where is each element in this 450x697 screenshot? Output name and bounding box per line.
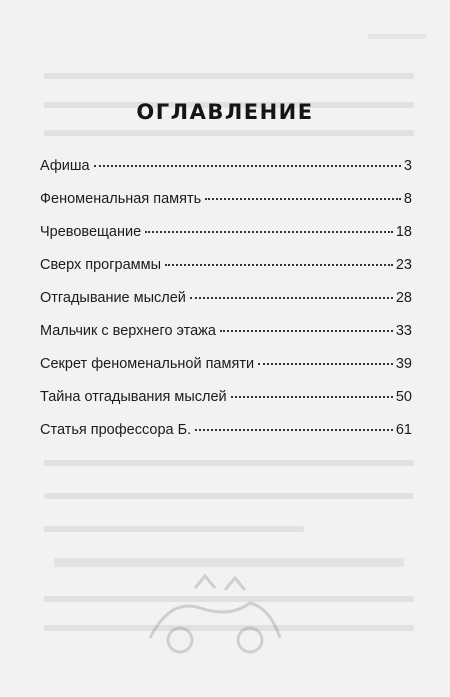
toc-entry-title: Афиша: [40, 158, 90, 174]
bleed-through-band: [54, 558, 404, 567]
toc-entry-page: 3: [403, 158, 412, 174]
toc-dot-leader: [165, 264, 393, 266]
toc-entry-page: 23: [395, 257, 412, 273]
toc-entry-title: Отгадывание мыслей: [40, 290, 186, 306]
bleed-through-line: [44, 130, 414, 136]
toc-entry-page: 61: [395, 422, 412, 438]
toc-entry-title: Чревовещание: [40, 224, 142, 240]
page-title: ОГЛАВЛЕНИЕ: [136, 100, 314, 124]
bleed-through-header: [368, 34, 426, 39]
toc-entry-title: Статья профессора Б.: [40, 422, 192, 438]
toc-entry: [40, 323, 412, 347]
toc-entry-page: 39: [395, 356, 412, 372]
toc-dot-leader: [94, 165, 401, 167]
toc-dot-leader: [190, 297, 393, 299]
toc-entry: [40, 389, 412, 413]
toc-entry-page: 50: [395, 389, 412, 405]
bleed-through-line: [44, 73, 414, 79]
toc-entry: [40, 224, 412, 248]
toc-entry-title: Секрет феноменальной памяти: [40, 356, 255, 372]
toc-entry-page: 33: [395, 323, 412, 339]
toc-entry-title: Феноменальная память: [40, 191, 202, 207]
bleed-through-line: [44, 526, 304, 532]
toc-entry-title: Мальчик с верхнего этажа: [40, 323, 216, 339]
toc-entry: [40, 422, 412, 446]
bleed-through-line: [44, 460, 414, 466]
bleed-through-illustration: [140, 568, 290, 658]
toc-entry: [40, 356, 412, 380]
toc-entry: [40, 158, 412, 182]
toc-dot-leader: [258, 363, 393, 365]
toc-dot-leader: [195, 429, 393, 431]
toc-entry-title: Тайна отгадывания мыслей: [40, 389, 227, 405]
toc-entry-page: 8: [403, 191, 412, 207]
toc-dot-leader: [220, 330, 393, 332]
toc-entry: [40, 290, 412, 314]
toc-dot-leader: [205, 198, 401, 200]
toc-dot-leader: [145, 231, 393, 233]
toc-entry-title: Сверх программы: [40, 257, 162, 273]
bleed-through-line: [44, 493, 414, 499]
toc-entry-page: 18: [395, 224, 412, 240]
toc-entry: [40, 257, 412, 281]
toc-dot-leader: [231, 396, 393, 398]
toc-entry-page: 28: [395, 290, 412, 306]
toc-entry: [40, 191, 412, 215]
